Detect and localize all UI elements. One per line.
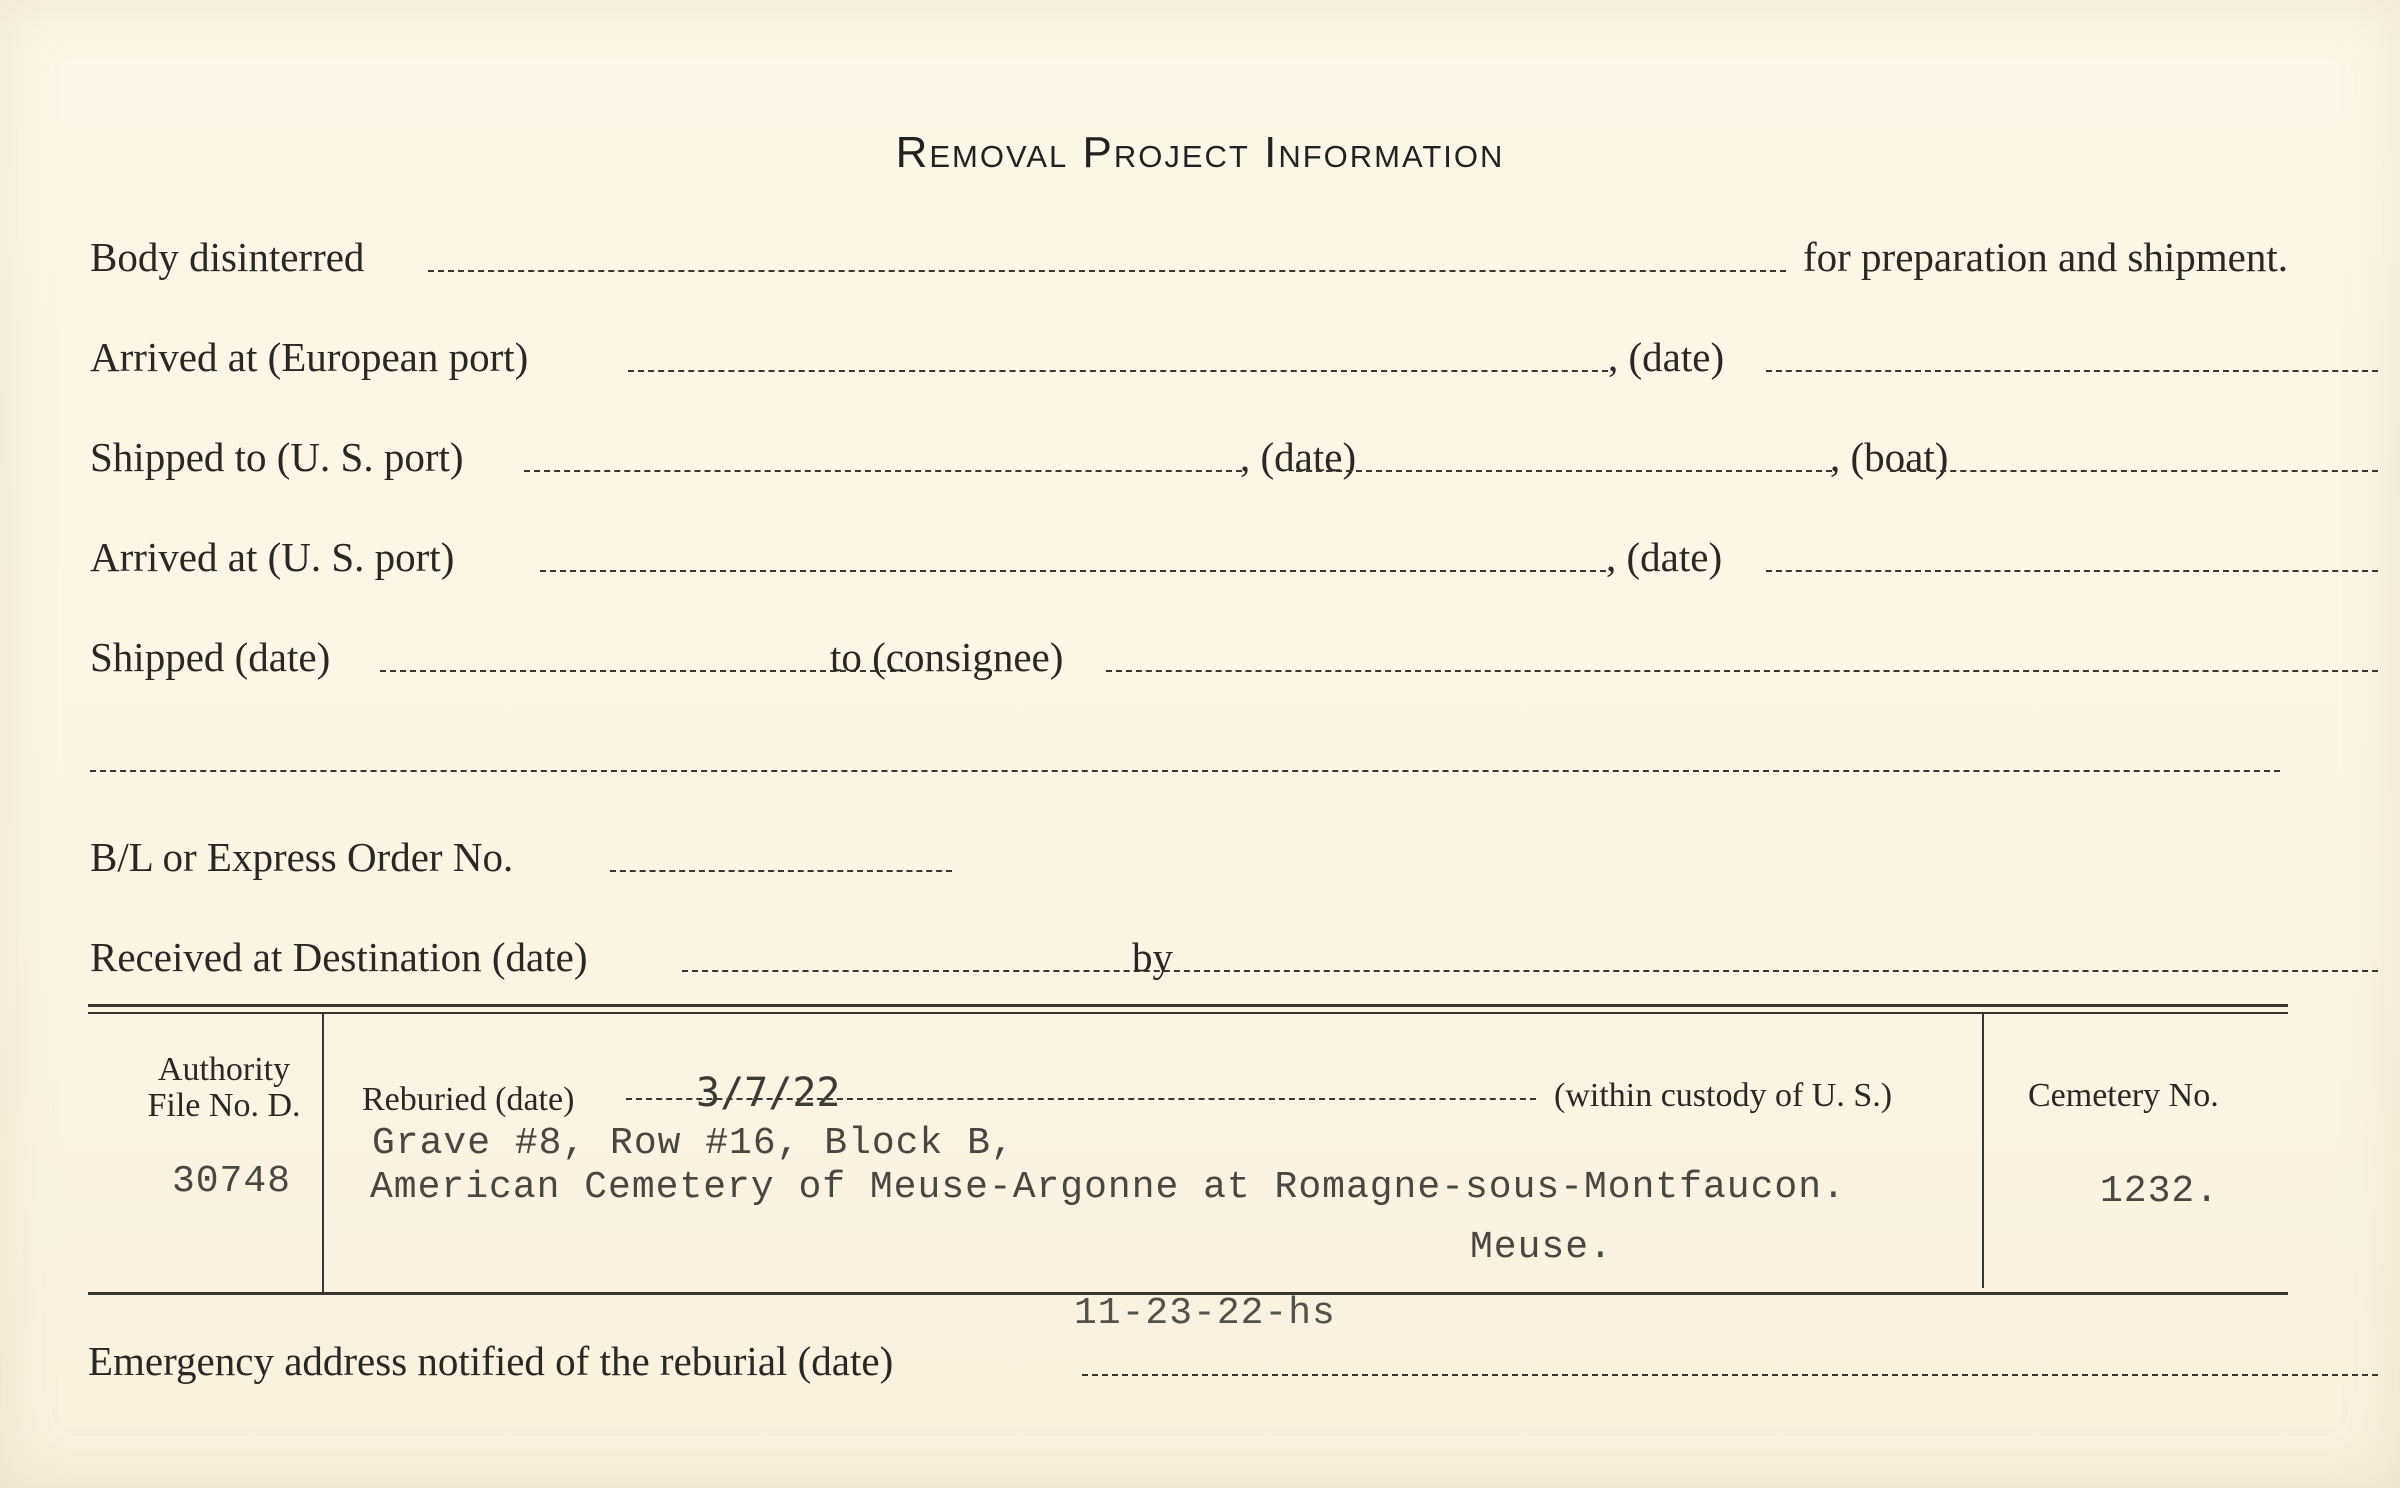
section-divider-top	[88, 1004, 2288, 1007]
shipped-date-label: Shipped (date)	[90, 634, 331, 680]
consignee-continuation-line[interactable]	[90, 770, 2280, 772]
authority-file-number: 30748	[172, 1160, 292, 1203]
grave-location-line-3: Meuse.	[1470, 1226, 1613, 1269]
row-continuation	[90, 732, 2288, 792]
reburied-date: 3/7/22	[696, 1070, 841, 1116]
row-body-disinterred	[90, 232, 2288, 292]
within-custody-label: (within custody of U. S.)	[1554, 1077, 1893, 1114]
by-label: by	[1132, 934, 1173, 980]
arrived-us-port-label: Arrived at (U. S. port)	[90, 534, 455, 580]
reburied-label: Reburied (date)	[362, 1081, 575, 1118]
consignee-label: to (consignee)	[830, 634, 1064, 680]
row-arrived-european-port	[90, 332, 2288, 392]
row-emergency-address	[90, 1336, 2288, 1396]
date-label-3: , (date)	[1606, 534, 1723, 580]
row-bl-express	[90, 832, 2288, 892]
authority-label-line-2: File No. D.	[147, 1086, 301, 1124]
stamp-code: 11-23-22-hs	[1074, 1292, 1336, 1335]
preparation-shipment-label: for preparation and shipment.	[1802, 234, 2288, 280]
arrived-us-port-line[interactable]	[540, 570, 1606, 572]
shipped-date-value-line[interactable]	[380, 670, 906, 672]
row-received-destination	[90, 932, 2288, 992]
column-divider-right	[1982, 1014, 1984, 1288]
date-label-2: , (date)	[1240, 434, 1357, 480]
boat-line[interactable]	[1890, 470, 2378, 472]
received-date-line[interactable]	[682, 970, 1210, 972]
shipped-date-line[interactable]	[1296, 470, 1832, 472]
grave-location-line-2: American Cemetery of Meuse-Argonne at Romagne-sous-Montfaucon.	[370, 1166, 1846, 1209]
received-by-line[interactable]	[1194, 970, 2378, 972]
consignee-line[interactable]	[1106, 670, 2378, 672]
authority-label-line-1: Authority	[157, 1051, 291, 1088]
row-arrived-us-port	[90, 532, 2288, 592]
authority-label	[114, 1052, 334, 1123]
shipped-us-port-label: Shipped to (U. S. port)	[90, 434, 464, 480]
body-disinterred-line[interactable]	[428, 270, 1786, 272]
arrived-european-port-label: Arrived at (European port)	[90, 334, 529, 380]
date-label-1: , (date)	[1608, 334, 1725, 380]
row-shipped-us-port	[90, 432, 2288, 492]
cemetery-number: 1232.	[2100, 1170, 2220, 1213]
grave-location-line-1: Grave #8, Row #16, Block B,	[372, 1122, 1015, 1165]
row-shipped-consignee	[90, 632, 2288, 692]
emergency-address-label: Emergency address notified of the reburial (date)	[88, 1338, 894, 1384]
arrived-us-date-line[interactable]	[1766, 570, 2378, 572]
bl-express-line[interactable]	[610, 870, 952, 872]
received-destination-label: Received at Destination (date)	[90, 934, 588, 980]
body-disinterred-label: Body disinterred	[90, 234, 365, 280]
page-title: Removal Project Information	[895, 128, 1505, 177]
cemetery-number-label: Cemetery No.	[2028, 1077, 2219, 1114]
european-port-date-line[interactable]	[1766, 370, 2378, 372]
european-port-line[interactable]	[628, 370, 1608, 372]
bl-express-label: B/L or Express Order No.	[90, 834, 514, 880]
section-divider-top-inner	[88, 1012, 2288, 1014]
shipped-us-port-line[interactable]	[524, 470, 1242, 472]
emergency-address-line[interactable]	[1082, 1374, 2378, 1376]
boat-label: , (boat)	[1830, 434, 1949, 480]
